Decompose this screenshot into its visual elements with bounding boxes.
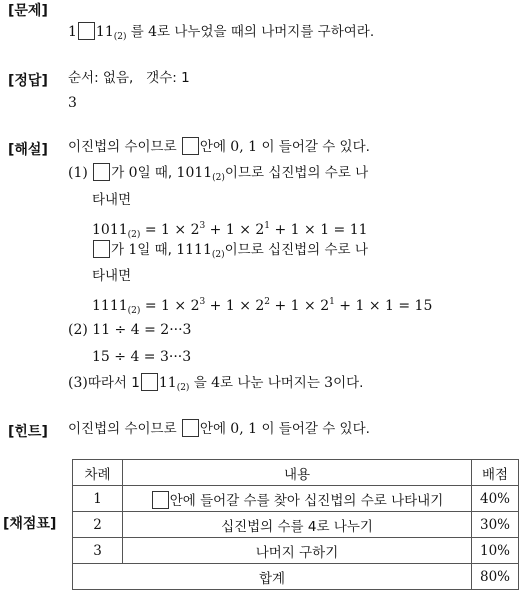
case1-cont: 타내면 (92, 192, 132, 208)
scoring-label: [채점표] (3, 516, 57, 532)
case1-digit: 0 (128, 165, 138, 181)
case1-line (68, 163, 368, 188)
case2-digit: 1 (128, 242, 138, 258)
case2-cont: 타내면 (92, 268, 132, 284)
solution-intro-a: 이진법의 수이므로 (68, 139, 181, 155)
case1-a: 가 (111, 165, 129, 181)
case1-eq-mid: + 1 × 2 (205, 222, 265, 238)
problem-text-a: 를 (126, 24, 149, 40)
hint-text-b: 안에 (199, 421, 231, 437)
case2-eq-e3: 1 (329, 297, 335, 307)
row-content-text: 안에 들어갈 수를 찾아 십진법의 수로 나타내기 (169, 492, 444, 509)
header-points: 배점 (472, 460, 519, 486)
answer-order: 순서: 없음, (68, 70, 134, 86)
blank-box (141, 373, 158, 391)
solution-intro-digits: 0, 1 (230, 139, 258, 155)
case2-eq-end: + 1 × 1 = 15 (334, 298, 433, 314)
table-row (73, 538, 519, 564)
solution-intro-b: 안에 (199, 139, 231, 155)
row-content: 나머지 구하기 (123, 538, 472, 564)
row-no: 2 (73, 512, 123, 538)
header-content: 내용 (123, 460, 472, 486)
table-header-row (73, 460, 519, 486)
problem-prefix: 1 (68, 24, 77, 40)
solution-intro-c: 이 들어갈 수 있다. (261, 139, 370, 155)
case1-eq-base: (2) (127, 230, 141, 240)
table-total-row (73, 564, 519, 590)
step3-line (68, 373, 363, 398)
answer-value: 3 (68, 95, 77, 111)
step3-base: (2) (176, 383, 190, 393)
row-content (123, 486, 472, 512)
case2-eq-m2: + 1 × 2 (270, 298, 330, 314)
case1-bin: 1011 (176, 165, 213, 181)
answer-label: [정답] (8, 73, 48, 89)
total-points: 80% (472, 564, 519, 590)
case2-c: 이므로 십진법의 수로 나 (224, 242, 368, 258)
case2-eq-e2: 2 (264, 297, 271, 307)
solution-intro (68, 137, 370, 157)
step3-g: 이다. (333, 375, 364, 391)
row-points: 10% (472, 538, 519, 564)
hint-digits: 0, 1 (230, 421, 258, 437)
case1-num: (1) (68, 165, 88, 181)
case1-c: 이므로 십진법의 수로 나 (224, 165, 369, 181)
step2-calc1: 11 ÷ 4 = 2···3 (92, 322, 192, 338)
case2-line (92, 240, 368, 265)
problem-base: (2) (113, 32, 127, 42)
problem-text (68, 22, 374, 47)
blank-box (93, 240, 110, 258)
problem-suffix: 11 (95, 24, 114, 40)
blank-box (78, 22, 95, 40)
problem-label: [문제] (8, 3, 48, 19)
case1-eq-e2: 1 (264, 221, 271, 231)
problem-divisor: 4 (148, 24, 158, 40)
blank-box (93, 163, 110, 181)
case1-eq-rhs: = 1 × 2 (144, 222, 200, 238)
header-order: 차례 (73, 460, 123, 486)
case1-b: 일 때, (137, 165, 177, 181)
case2-eq-e1: 3 (199, 297, 206, 307)
hint-text-c: 이 들어갈 수 있다. (261, 421, 370, 437)
case2-base: (2) (211, 250, 225, 260)
blank-box (182, 419, 199, 437)
case2-eq-lhs: 1111 (92, 298, 128, 314)
case2-equation (92, 292, 432, 321)
case1-eq-e1: 3 (199, 221, 206, 231)
blank-box (152, 491, 169, 509)
case2-b: 일 때, (137, 242, 177, 258)
row-no: 1 (73, 486, 123, 512)
scoring-table (72, 459, 519, 590)
step2-line2: 15 ÷ 4 = 3···3 (92, 349, 192, 365)
case2-bin: 1111 (176, 242, 212, 258)
hint-label: [힌트] (8, 424, 48, 440)
row-points: 40% (472, 486, 519, 512)
step3-a: 따라서 1 (87, 375, 140, 391)
total-label: 합계 (73, 564, 472, 590)
case2-eq-base: (2) (127, 306, 141, 316)
answer-count: 갯수: 1 (146, 70, 190, 86)
case1-eq-end: + 1 × 1 = 11 (270, 222, 368, 238)
hint-text-a: 이진법의 수이므로 (68, 421, 181, 437)
step3-b: 11 (158, 375, 177, 391)
table-row (73, 512, 519, 538)
blank-box (182, 137, 199, 155)
case2-a: 가 (111, 242, 129, 258)
row-points: 30% (472, 512, 519, 538)
step3-num: (3) (68, 375, 88, 391)
hint-text (68, 419, 370, 439)
step3-c: 을 (189, 375, 212, 391)
step3-e: 로 나눈 나머지는 (219, 375, 325, 391)
case2-eq-rhs: = 1 × 2 (144, 298, 200, 314)
problem-text-b: 로 나누었을 때의 나머지를 구하여라. (157, 24, 375, 40)
step3-d: 4 (211, 375, 220, 391)
step2-line1 (68, 320, 191, 340)
case1-eq-lhs: 1011 (92, 222, 128, 238)
step2-num: (2) (68, 322, 88, 338)
solution-label: [해설] (8, 142, 48, 158)
table-row (73, 486, 519, 512)
case2-eq-m1: + 1 × 2 (205, 298, 265, 314)
step3-f: 3 (324, 375, 334, 391)
row-content: 십진법의 수를 4로 나누기 (123, 512, 472, 538)
answer-meta (68, 68, 190, 88)
case1-base: (2) (212, 173, 225, 183)
row-no: 3 (73, 538, 123, 564)
